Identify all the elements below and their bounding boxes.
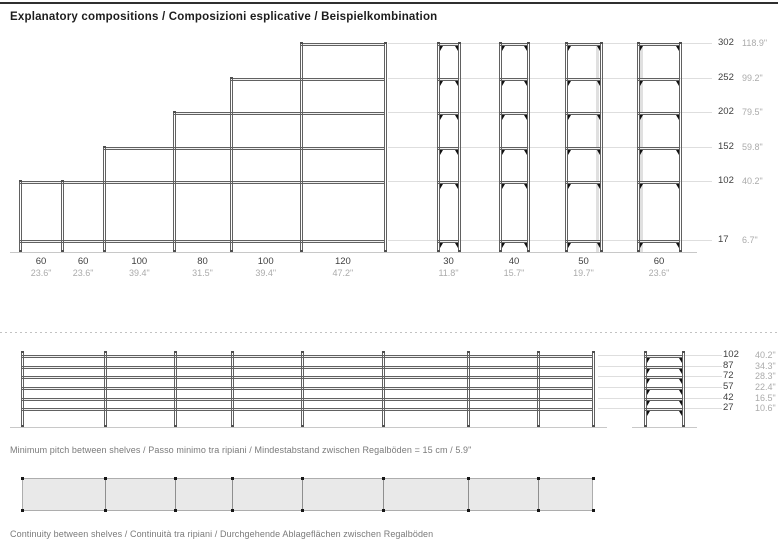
height-label-inch: 118.9"	[742, 38, 768, 48]
connector-dot	[537, 477, 540, 480]
connector-dot	[382, 477, 385, 480]
bay-width-label-cm: 60	[77, 256, 89, 267]
bay-width-label-inch: 31.5"	[192, 268, 213, 278]
connector-dot	[592, 477, 595, 480]
minimum-pitch-note: Minimum pitch between shelves / Passo minimo tra ripiani / Mindestabstand zwischen Regalböden = 15 cm / 5.9"	[10, 445, 472, 455]
column-width-label-cm: 30	[443, 256, 454, 267]
bay-width-label-cm: 120	[334, 256, 351, 267]
height-label-inch: 40.2"	[755, 350, 776, 360]
panel-divider	[468, 478, 469, 511]
bay-width-label-cm: 60	[35, 256, 47, 267]
column-width-label-cm: 40	[508, 256, 520, 267]
height-label-cm: 87	[723, 360, 734, 371]
panel-divider	[105, 478, 106, 511]
bay-width-label-inch: 39.4"	[255, 268, 277, 278]
connector-dot	[174, 477, 177, 480]
connector-dot	[104, 477, 107, 480]
height-label-cm: 202	[718, 106, 734, 117]
continuous-shelf-panel	[22, 478, 593, 511]
height-label-cm: 152	[718, 141, 734, 152]
panel-divider	[383, 478, 384, 511]
height-label-inch: 10.6"	[755, 403, 776, 413]
height-label-cm: 102	[723, 349, 739, 360]
height-label-cm: 102	[718, 175, 734, 186]
connector-dot	[21, 509, 24, 512]
height-label-cm: 252	[718, 72, 734, 83]
height-label-inch: 99.2"	[742, 73, 763, 83]
height-label-cm: 72	[723, 370, 734, 381]
connector-dot	[301, 477, 304, 480]
height-label-cm: 57	[723, 381, 734, 392]
height-label-cm: 42	[723, 392, 734, 403]
bay-width-label-inch: 23.6"	[30, 268, 52, 278]
bay-width-label-cm: 100	[257, 256, 274, 267]
bay-width-label-cm: 100	[131, 256, 148, 267]
height-label-inch: 28.3"	[755, 371, 776, 381]
connector-dot	[174, 509, 177, 512]
column-width-label-inch: 23.6"	[648, 268, 670, 278]
bay-width-label-cm: 80	[197, 256, 208, 267]
bay-width-label-inch: 47.2"	[332, 268, 354, 278]
column-width-label-inch: 11.8"	[438, 268, 459, 278]
bay-width-label-inch: 39.4"	[128, 268, 150, 278]
page-title: Explanatory compositions / Composizioni esplicative / Beispielkombination	[10, 11, 438, 23]
height-label-inch: 16.5"	[755, 393, 776, 403]
connector-dot	[537, 509, 540, 512]
bay-width-label-inch: 23.6"	[72, 268, 94, 278]
height-label-inch: 59.8"	[742, 142, 763, 152]
column-width-label-cm: 60	[653, 256, 665, 267]
panel-divider	[302, 478, 303, 511]
connector-dot	[231, 477, 234, 480]
column-width-label-inch: 15.7"	[503, 268, 525, 278]
column-width-label-inch: 19.7"	[573, 268, 594, 278]
connector-dot	[592, 509, 595, 512]
height-label-inch: 22.4"	[755, 382, 776, 392]
height-label-inch: 79.5"	[742, 107, 763, 117]
height-label-cm: 27	[723, 402, 734, 413]
connector-dot	[231, 509, 234, 512]
connector-dot	[301, 509, 304, 512]
column-width-label-cm: 50	[578, 256, 589, 267]
height-label-cm: 17	[718, 234, 729, 245]
connector-dot	[467, 477, 470, 480]
connector-dot	[104, 509, 107, 512]
connector-dot	[382, 509, 385, 512]
panel-divider	[175, 478, 176, 511]
height-label-cm: 302	[718, 37, 734, 48]
height-label-inch: 34.3"	[755, 361, 776, 371]
panel-divider	[538, 478, 539, 511]
continuity-note: Continuity between shelves / Continuità tra ripiani / Durchgehende Ablageflächen zwischen Regalböden	[10, 529, 434, 539]
connector-dot	[21, 477, 24, 480]
panel-divider	[232, 478, 233, 511]
connector-dot	[467, 509, 470, 512]
height-label-inch: 6.7"	[742, 235, 758, 245]
height-label-inch: 40.2"	[742, 176, 763, 186]
